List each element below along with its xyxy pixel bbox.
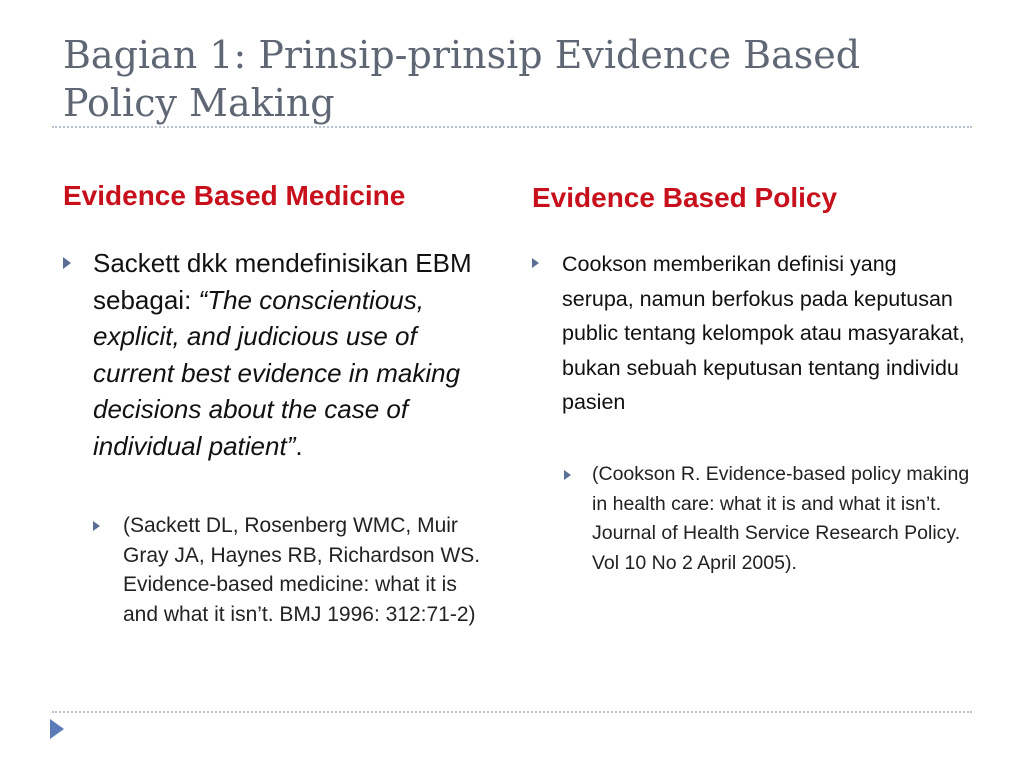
next-slide-arrow-icon[interactable] — [50, 719, 64, 739]
left-column-heading: Evidence Based Medicine — [63, 180, 406, 211]
triangle-bullet-icon — [564, 470, 571, 480]
left-bullet-quote: “The conscientious, explicit, and judicious use of current best evidence in making decisions about the case of individual patient” — [93, 284, 461, 461]
triangle-bullet-icon — [63, 257, 71, 269]
triangle-bullet-icon — [532, 258, 539, 268]
right-main-bullet — [532, 247, 972, 420]
triangle-bullet-icon — [93, 521, 100, 531]
left-main-bullet — [63, 245, 483, 464]
left-sub-bullet-text: (Sackett DL, Rosenberg WMC, Muir Gray JA, Haynes RB, Richardson WS. Evidence-based medicine: what it is and what it isn’t. BMJ 1996: 312:71-2) — [123, 514, 481, 626]
footer-divider — [52, 711, 972, 713]
left-bullet-tail: . — [295, 430, 303, 461]
right-main-bullet-text: Cookson memberikan definisi yang serupa, namun berfokus pada keputusan public tentang kelompok atau masyarakat, bukan sebuah keputusan tentang individu pasien — [562, 252, 965, 414]
title-divider — [52, 126, 972, 128]
left-main-bullet-text — [93, 245, 483, 464]
right-column-heading: Evidence Based Policy — [532, 182, 838, 213]
right-sub-bullet — [564, 460, 974, 578]
left-bullet-lead: Sackett dkk mendefinisikan EBM sebagai: — [93, 248, 472, 315]
right-sub-bullet-text: (Cookson R. Evidence-based policy making in health care: what it is and what it isn’t. Journal of Health Service Research Policy. Vol 10 No 2 April 2005). — [592, 463, 970, 574]
slide-title: Bagian 1: Prinsip-prinsip Evidence Based Policy Making — [63, 33, 861, 125]
left-sub-bullet — [93, 511, 493, 629]
